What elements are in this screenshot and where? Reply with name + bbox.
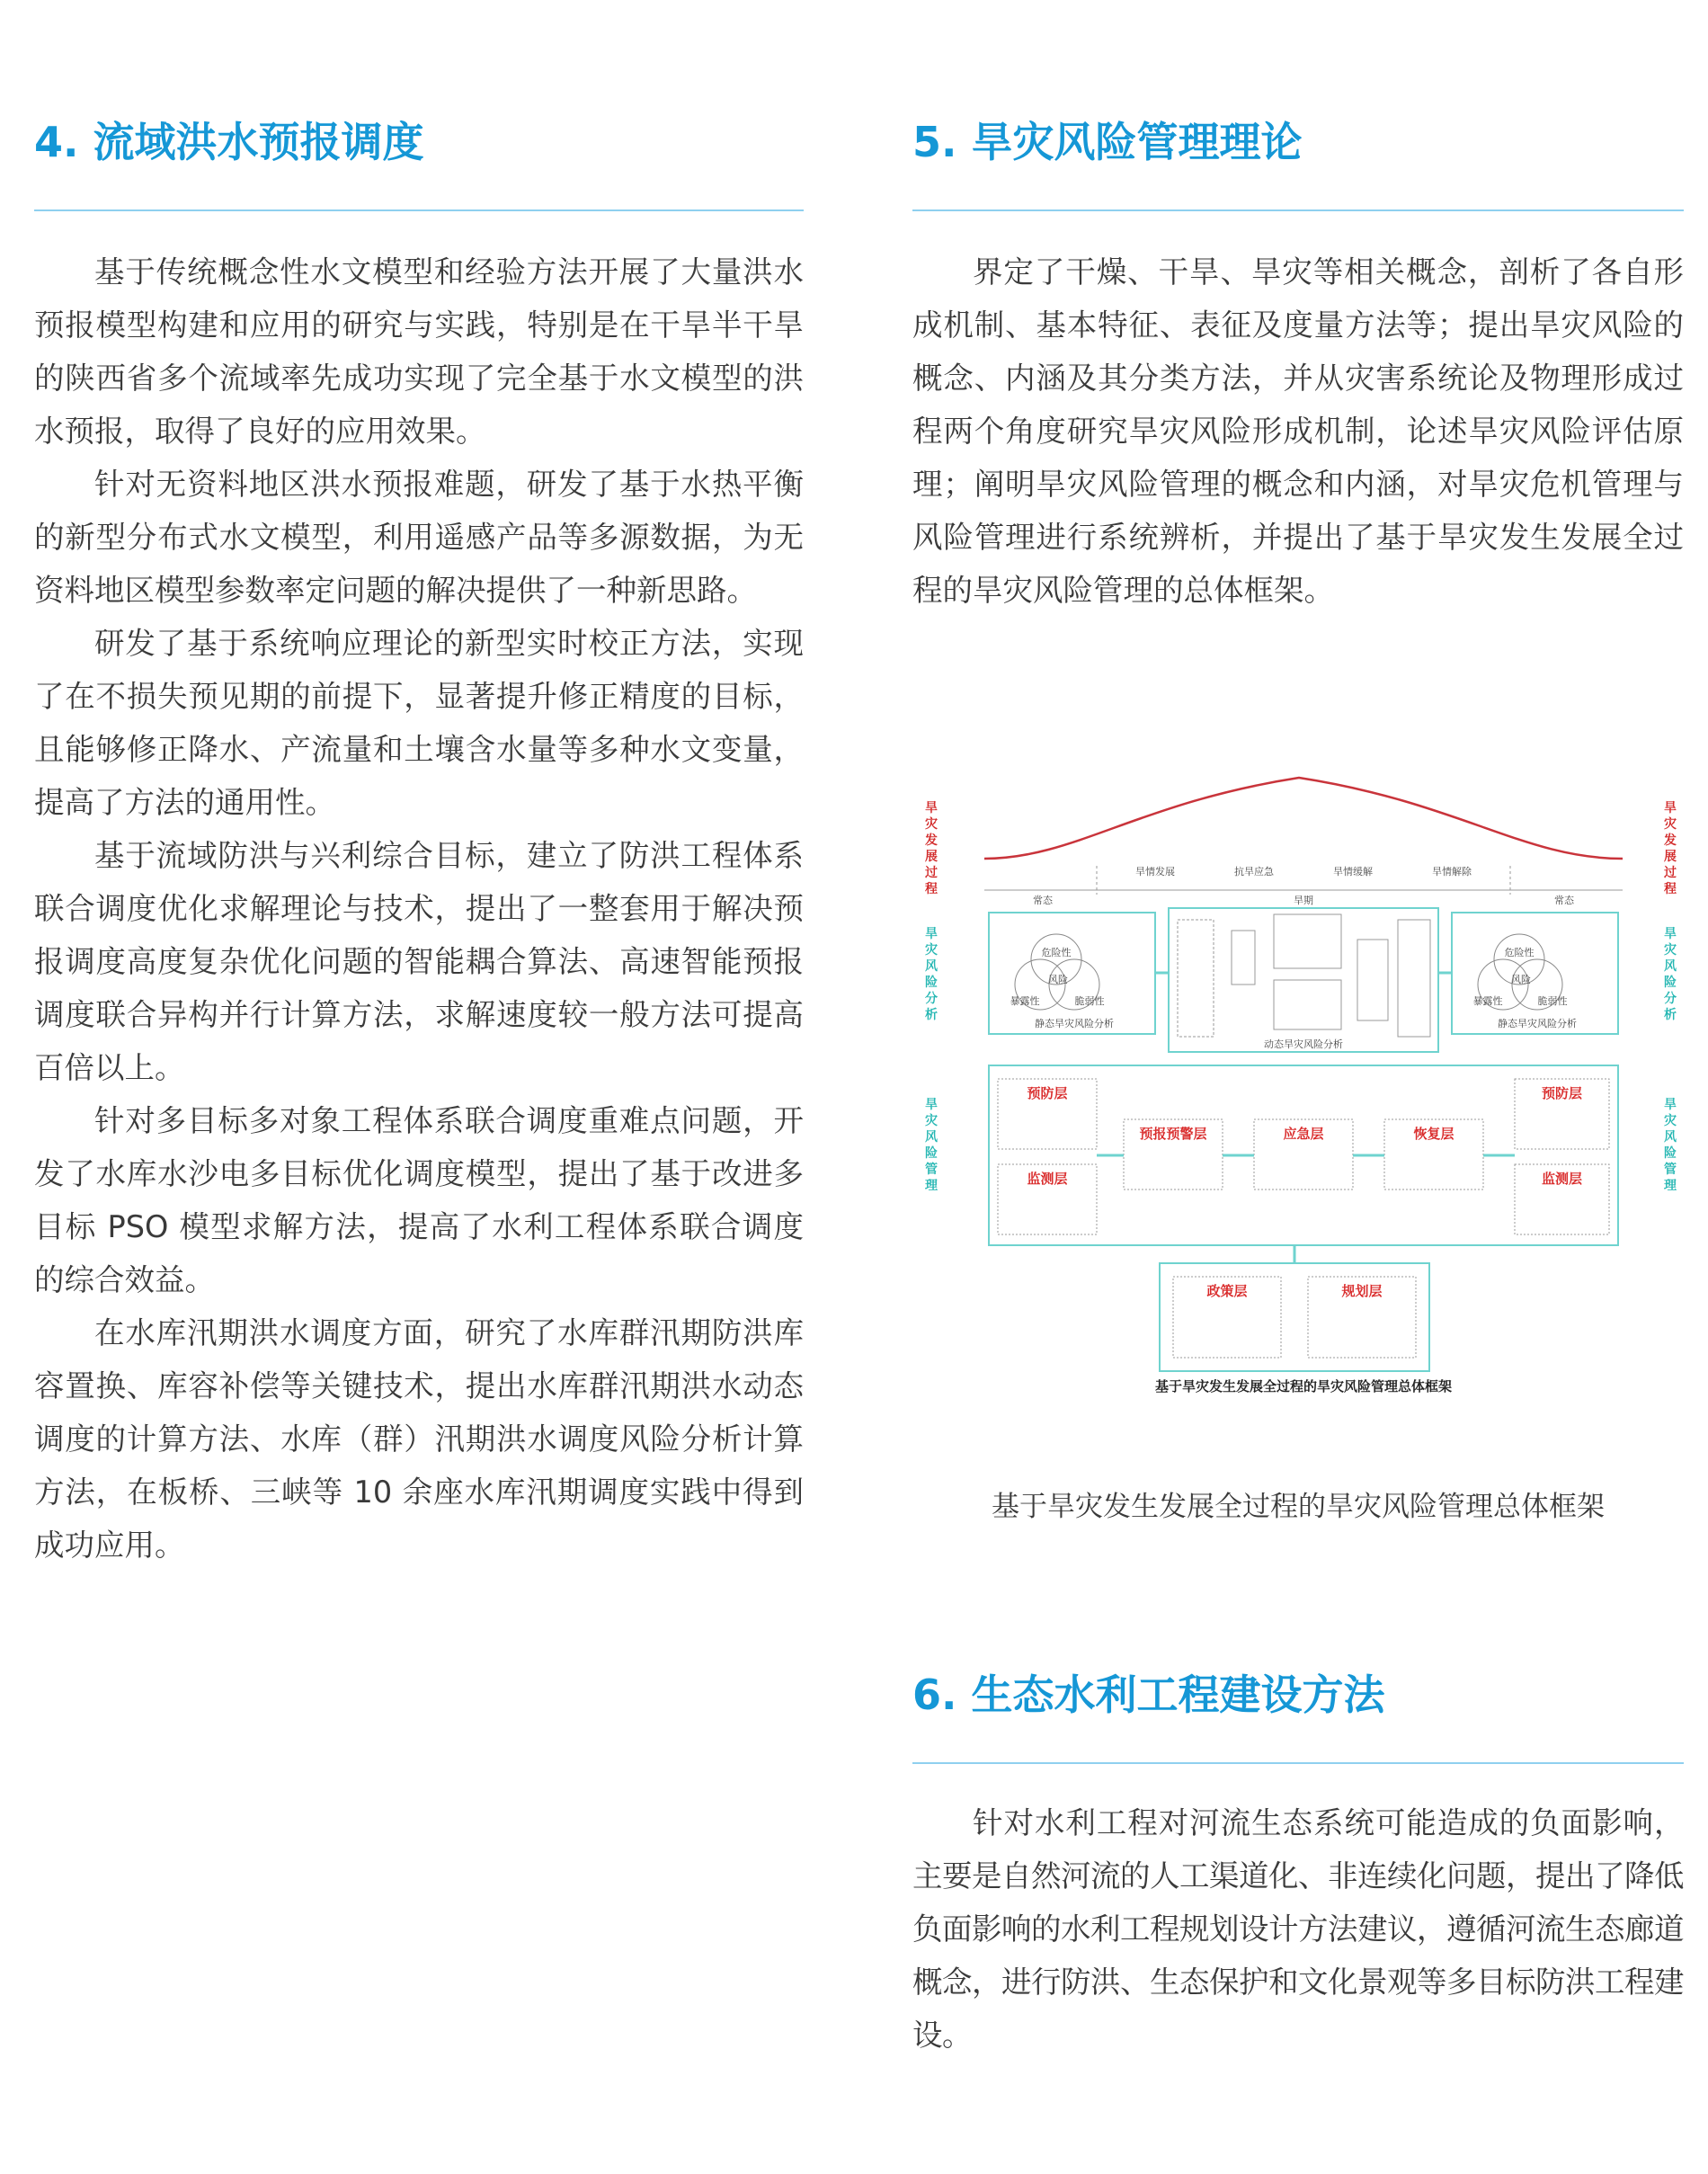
section-4-body xyxy=(34,245,804,1572)
section-6-body xyxy=(912,1796,1684,2062)
venn-label: 暴露性 xyxy=(1010,995,1040,1007)
drought-process-curve xyxy=(984,778,1623,859)
venn-label: 危险性 xyxy=(1041,947,1072,958)
emergency-layer-title: 应急层 xyxy=(1283,1126,1324,1142)
static-risk-label: 静态旱灾风险分析 xyxy=(1035,1018,1114,1029)
dynamic-box xyxy=(1357,940,1388,1020)
phase-label: 旱情发展 xyxy=(1135,866,1175,878)
dynamic-box xyxy=(1398,920,1430,1037)
section-4-title: 4. 流域洪水预报调度 xyxy=(34,118,424,166)
warn-layer-title: 预报预警层 xyxy=(1139,1126,1207,1142)
phase-bottom-label: 常态 xyxy=(1033,895,1053,906)
venn-label: 脆弱性 xyxy=(1074,995,1105,1007)
monitor-layer-title: 监测层 xyxy=(1027,1171,1068,1187)
risk-management-label-right: 旱灾风险管理 xyxy=(1664,1098,1677,1193)
dynamic-box xyxy=(1232,931,1255,985)
right-process-label: 旱灾发展过程 xyxy=(1664,801,1677,896)
section-4-divider xyxy=(34,209,804,211)
section-4-paragraph: 针对多目标多对象工程体系联合调度重难点问题，开发了水库水沙电多目标优化调度模型，提出了基于改进多目标 PSO 模型求解方法，提高了水利工程体系联合调度的综合效益。 xyxy=(34,1103,804,1297)
phase-label: 抗旱应急 xyxy=(1234,866,1274,878)
section-4-paragraph: 针对无资料地区洪水预报难题，研发了基于水热平衡的新型分布式水文模型，利用遥感产品等多源数据，为无资料地区模型参数率定问题的解决提供了一种新思路。 xyxy=(34,467,804,608)
left-process-label: 旱灾发展过程 xyxy=(925,801,938,896)
section-4-paragraph: 基于流域防洪与兴利综合目标，建立了防洪工程体系联合调度优化求解理论与技术，提出了一整套用于解决预报调度高度复杂优化问题的智能耦合算法、高速智能预报调度联合异构并行计算方法，求解速度较一般方法可提高百倍以上。 xyxy=(34,838,804,1085)
section-6-title: 6. 生态水利工程建设方法 xyxy=(912,1671,1385,1719)
dynamic-box xyxy=(1274,914,1341,968)
section-6-paragraph: 针对水利工程对河流生态系统可能造成的负面影响，主要是自然河流的人工渠道化、非连续化问题，提出了降低负面影响的水利工程规划设计方法建议，遵循河流生态廊道概念，进行防洪、生态保护和文化景观等多目标防洪工程建设。 xyxy=(912,1805,1684,2053)
plan-layer-title: 规划层 xyxy=(1341,1283,1383,1299)
venn-label: 危险性 xyxy=(1504,947,1535,958)
dynamic-box xyxy=(1274,980,1341,1029)
phase-bottom-label: 旱期 xyxy=(1294,895,1313,906)
section-4-paragraph: 在水库汛期洪水调度方面，研究了水库群汛期防洪库容置换、库容补偿等关键技术，提出水库群汛期洪水动态调度的计算方法、水库（群）汛期洪水调度风险分析计算方法，在板桥、三峡等 10 余座水库汛期调度实践中得到成功应用。 xyxy=(34,1315,804,1563)
monitor-layer-title-right: 监测层 xyxy=(1541,1171,1582,1187)
risk-analysis-label-left: 旱灾风险分析 xyxy=(925,927,938,1022)
venn-label: 脆弱性 xyxy=(1537,995,1568,1007)
static-risk-label: 静态旱灾风险分析 xyxy=(1498,1018,1577,1029)
figure-caption: 基于旱灾发生发展全过程的旱灾风险管理总体框架 xyxy=(992,1491,1605,1523)
drought-risk-framework-diagram xyxy=(921,760,1686,1400)
prevent-layer-title-right: 预防层 xyxy=(1541,1085,1582,1101)
venn-label: 风险 xyxy=(1048,974,1068,985)
prevent-layer-title: 预防层 xyxy=(1027,1085,1068,1101)
framework-graphic xyxy=(921,760,1686,1400)
section-5-body xyxy=(912,245,1684,617)
dynamic-risk-label: 动态旱灾风险分析 xyxy=(1264,1038,1343,1050)
section-4-paragraph: 研发了基于系统响应理论的新型实时校正方法，实现了在不损失预见期的前提下，显著提升修正精度的目标，且能够修正降水、产流量和土壤含水量等多种水文变量，提高了方法的通用性。 xyxy=(34,626,804,820)
section-4-paragraph: 基于传统概念性水文模型和经验方法开展了大量洪水预报模型构建和应用的研究与实践，特别是在干旱半干旱的陕西省多个流域率先成功实现了完全基于水文模型的洪水预报，取得了良好的应用效果。 xyxy=(34,254,804,449)
phase-label: 旱情解除 xyxy=(1432,866,1472,878)
diagram-title: 基于旱灾发生发展全过程的旱灾风险管理总体框架 xyxy=(1154,1378,1452,1394)
risk-analysis-label-right: 旱灾风险分析 xyxy=(1664,927,1677,1022)
recover-layer-title: 恢复层 xyxy=(1413,1126,1454,1142)
venn-label: 暴露性 xyxy=(1472,995,1503,1007)
section-5-paragraph: 界定了干燥、干旱、旱灾等相关概念，剖析了各自形成机制、基本特征、表征及度量方法等；提出旱灾风险的概念、内涵及其分类方法，并从灾害系统论及物理形成过程两个角度研究旱灾风险形成机制，论述旱灾风险评估原理；阐明旱灾风险管理的概念和内涵，对旱灾危机管理与风险管理进行系统辨析，并提出了基于旱灾发生发展全过程的旱灾风险管理的总体框架。 xyxy=(912,254,1684,608)
risk-management-label-left: 旱灾风险管理 xyxy=(925,1098,938,1193)
section-5-divider xyxy=(912,209,1684,211)
section-5-title: 5. 旱灾风险管理理论 xyxy=(912,118,1303,166)
phase-label: 旱情缓解 xyxy=(1333,866,1373,878)
section-6-divider xyxy=(912,1762,1684,1764)
dynamic-box xyxy=(1178,920,1214,1037)
phase-bottom-label: 常态 xyxy=(1554,895,1574,906)
venn-label: 风险 xyxy=(1511,974,1531,985)
policy-layer-title: 政策层 xyxy=(1206,1283,1248,1299)
